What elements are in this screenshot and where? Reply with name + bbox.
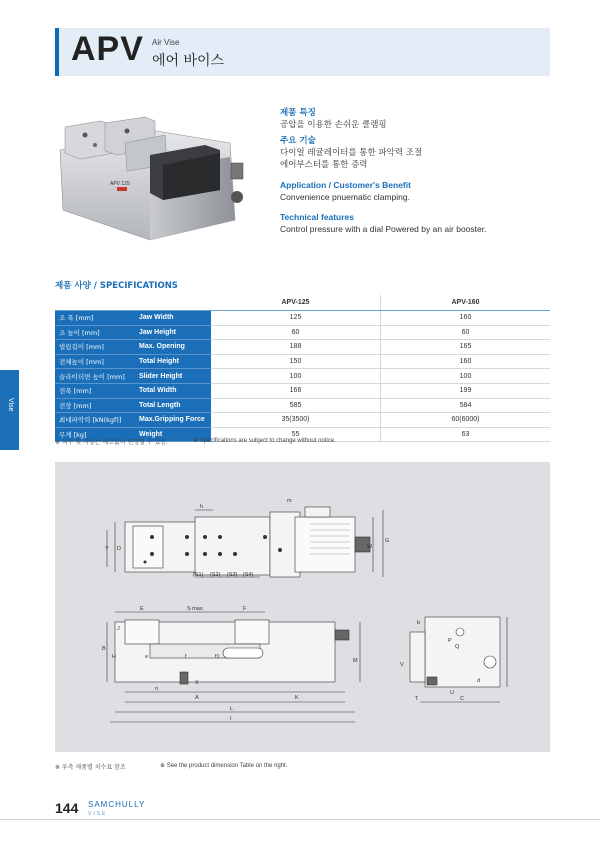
row-value-125: 125 [211, 311, 381, 326]
spec-note-en: ※ Specifications are subject to change without notice. [193, 438, 336, 444]
dim-Y: Y [105, 546, 109, 552]
dim-T: T [415, 696, 419, 702]
row-label-en: Jaw Width [135, 311, 211, 326]
dim-P: P [448, 638, 452, 644]
dim-W: W [367, 544, 373, 550]
table-row [55, 340, 550, 355]
en-tech-title: Technical features [280, 212, 355, 222]
side-tab-vise [0, 370, 19, 450]
row-label-ko: 조 높이 [mm] [55, 325, 135, 340]
dim-note-en: ※ See the product dimension Table on the right. [160, 763, 288, 769]
en-benefit-title: Application / Customer's Benefit [280, 180, 411, 190]
dim-J: J [117, 626, 120, 632]
row-label-en: Weight [135, 427, 211, 442]
row-label-en: Total Height [135, 354, 211, 369]
en-tech-text: Control pressure with a dial Powered by an air booster. [280, 224, 487, 234]
row-label-ko: 조 폭 [mm] [55, 311, 135, 326]
dim-Smax: S max. [187, 606, 205, 612]
dim-d: d [477, 678, 481, 684]
dim-S1: (S1) [193, 572, 204, 578]
dim-A: A [195, 695, 199, 701]
brand-name: SAMCHULLY [88, 800, 146, 809]
row-value-160: 100 [381, 369, 551, 384]
dim-n: n [155, 686, 159, 692]
col-apv-125: APV-125 [211, 295, 381, 311]
row-label-ko: 전장 [mm] [55, 398, 135, 413]
row-value-125: 100 [211, 369, 381, 384]
photo-label: APV 125 [110, 181, 130, 187]
dim-e: e [145, 654, 149, 660]
spec-title: 제품 사양 / SPECIFICATIONS [55, 281, 178, 291]
table-row [55, 354, 550, 369]
header-accent-bar [55, 28, 59, 76]
dim-D: D [117, 546, 121, 552]
row-value-125: 35(3500) [211, 413, 381, 428]
dim-S2: (S2) [210, 572, 221, 578]
dim-C: C [460, 696, 464, 702]
dim-m: m [287, 498, 292, 504]
ko-feature-title: 제품 특징 [280, 108, 316, 118]
row-value-160: 165 [381, 340, 551, 355]
dim-B: B [102, 646, 106, 652]
row-label-en: Jaw Height [135, 325, 211, 340]
model-title: APV [71, 30, 144, 68]
row-label-en: Total Width [135, 383, 211, 398]
dim-K: K [295, 695, 299, 701]
row-label-ko: 전폭 [mm] [55, 383, 135, 398]
technical-drawing [55, 462, 550, 752]
table-row [55, 311, 550, 326]
row-value-125: 585 [211, 398, 381, 413]
row-value-125: 60 [211, 325, 381, 340]
dim-note-ko: ※ 우측 제품별 치수표 참조 [55, 764, 126, 771]
side-tab-label: Vise [7, 398, 14, 412]
spec-note-ko: ※ 치수 및 사양은 예고없이 변경될 수 있음. [55, 439, 169, 446]
dim-b: b [417, 620, 421, 626]
row-label-en: Max. Opening [135, 340, 211, 355]
table-row [55, 383, 550, 398]
row-value-160: 60(6000) [381, 413, 551, 428]
table-row [55, 398, 550, 413]
brand-sub: VISE [88, 811, 108, 817]
row-value-160: 60 [381, 325, 551, 340]
table-row [55, 325, 550, 340]
dim-H: H [112, 654, 116, 660]
row-value-160: 160 [381, 354, 551, 369]
dim-U: U [450, 690, 454, 696]
en-benefit-text: Convenience pnuematic clamping. [280, 192, 410, 202]
row-label-ko: 전체높이 [mm] [55, 354, 135, 369]
dim-G: G [385, 538, 390, 544]
row-value-160: 199 [381, 383, 551, 398]
dim-V: V [400, 662, 404, 668]
row-value-125: 55 [211, 427, 381, 442]
row-label-en: Total Length [135, 398, 211, 413]
table-row [55, 413, 550, 428]
footer-divider [0, 819, 600, 820]
dim-E: E [140, 606, 144, 612]
row-label-ko: 무게 [kg] [55, 427, 135, 442]
row-value-125: 188 [211, 340, 381, 355]
dim-S3: (S3) [227, 572, 238, 578]
spec-table [55, 295, 550, 442]
ko-tech-line1: 다이얼 레귤레이터를 통한 파악력 조절 [280, 148, 423, 158]
ko-tech-title: 주요 기술 [280, 136, 316, 146]
dim-F: F [243, 606, 247, 612]
subtitle-en: Air Vise [152, 38, 180, 47]
row-value-160: 160 [381, 311, 551, 326]
dim-Q: Q [455, 644, 460, 650]
row-value-160: 584 [381, 398, 551, 413]
row-value-125: 150 [211, 354, 381, 369]
ko-feature-text: 공압을 이용한 손쉬운 클램핑 [280, 120, 387, 130]
row-label-ko: 최대파악력 [kN(kgf)] [55, 413, 135, 428]
col-apv-160: APV-160 [381, 295, 551, 311]
features-block [280, 107, 560, 235]
subtitle-ko: 에어 바이스 [152, 53, 225, 69]
row-label-en: Max.Gripping Force [135, 413, 211, 428]
row-value-160: 63 [381, 427, 551, 442]
row-label-ko: 슬라이더면 높이 [mm] [55, 369, 135, 384]
spec-header-row [55, 295, 550, 311]
product-photo [55, 105, 260, 245]
brand-logo [88, 801, 145, 818]
row-label-en: Slider Height [135, 369, 211, 384]
row-label-ko: 벌림길이 [mm] [55, 340, 135, 355]
dim-L: L [230, 706, 234, 712]
page-number: 144 [55, 800, 79, 816]
dim-M: M [353, 658, 358, 664]
dim-S4: (S4) [243, 572, 254, 578]
dim-X: X [195, 680, 199, 686]
dim-h: h [200, 504, 204, 510]
table-row [55, 369, 550, 384]
dim-f1: f1 [215, 654, 220, 660]
dim-f: f [185, 654, 187, 660]
dim-I: I [230, 716, 232, 722]
ko-tech-line2: 에어부스터를 통한 증력 [280, 160, 368, 170]
row-value-125: 166 [211, 383, 381, 398]
